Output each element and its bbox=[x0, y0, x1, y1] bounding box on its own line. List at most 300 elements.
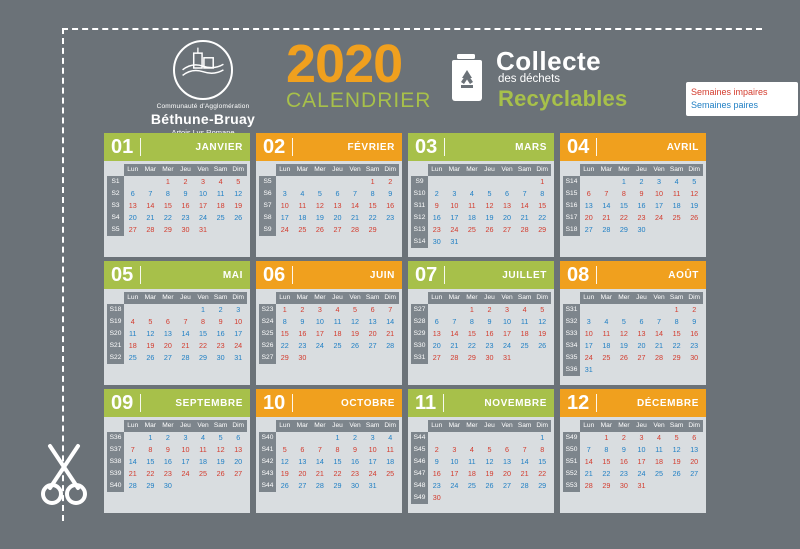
month-number: 09 bbox=[111, 391, 134, 414]
day-cell: 15 bbox=[280, 329, 289, 338]
week-row bbox=[563, 328, 703, 340]
day-cell: 15 bbox=[672, 329, 681, 338]
week-number: S31 bbox=[411, 352, 428, 364]
day-cell: 3 bbox=[236, 305, 241, 314]
day-cell: 7 bbox=[183, 317, 188, 326]
day-cell: 21 bbox=[181, 341, 190, 350]
month-header-divider bbox=[140, 138, 141, 156]
week-row bbox=[259, 456, 399, 468]
day-cell: 1 bbox=[282, 305, 287, 314]
day-cell bbox=[463, 176, 481, 188]
day-cell: 4 bbox=[388, 433, 393, 442]
week-row bbox=[411, 456, 551, 468]
week-row bbox=[107, 456, 247, 468]
day-header: Jeu bbox=[177, 420, 195, 432]
day-header: Mar bbox=[446, 420, 464, 432]
day-cell: 5 bbox=[621, 317, 626, 326]
day-cell: 25 bbox=[602, 353, 611, 362]
week-number: S13 bbox=[411, 224, 428, 236]
day-cell bbox=[212, 480, 230, 492]
day-cell: 14 bbox=[584, 457, 593, 466]
day-header: Dim bbox=[533, 164, 551, 176]
week-row bbox=[411, 432, 551, 444]
day-cell: 27 bbox=[690, 469, 699, 478]
month-name: JANVIER bbox=[195, 141, 243, 153]
day-header: Ven bbox=[498, 164, 516, 176]
page-header bbox=[78, 34, 768, 132]
day-cell: 31 bbox=[637, 481, 646, 490]
week-col-header bbox=[259, 164, 276, 176]
month-header-divider bbox=[596, 138, 597, 156]
week-row bbox=[411, 176, 551, 188]
day-cell: 31 bbox=[450, 237, 459, 246]
day-header: Ven bbox=[346, 420, 364, 432]
day-header: Jeu bbox=[633, 292, 651, 304]
collecte-recyclables: Recyclables bbox=[498, 86, 628, 111]
day-cell bbox=[346, 352, 364, 364]
day-cell: 6 bbox=[165, 317, 170, 326]
month-header-divider bbox=[140, 394, 141, 412]
week-col-header bbox=[563, 420, 580, 432]
day-cell: 27 bbox=[368, 341, 377, 350]
day-cell: 6 bbox=[236, 433, 241, 442]
day-cell: 5 bbox=[317, 189, 322, 198]
week-row bbox=[107, 316, 247, 328]
day-cell: 29 bbox=[280, 353, 289, 362]
collecte-title: Collecte bbox=[496, 46, 602, 76]
week-number: S14 bbox=[563, 176, 580, 188]
day-header: Ven bbox=[650, 420, 668, 432]
day-header: Mar bbox=[446, 292, 464, 304]
day-header: Sam bbox=[212, 164, 230, 176]
day-cell: 10 bbox=[280, 201, 289, 210]
month-number: 06 bbox=[263, 263, 286, 286]
day-cell bbox=[463, 492, 481, 504]
day-cell: 26 bbox=[690, 213, 699, 222]
day-header: Lun bbox=[428, 292, 446, 304]
day-cell: 17 bbox=[584, 341, 593, 350]
day-cell: 3 bbox=[586, 317, 591, 326]
day-cell: 20 bbox=[432, 341, 441, 350]
day-cell: 29 bbox=[602, 481, 611, 490]
day-cell: 25 bbox=[298, 225, 307, 234]
day-cell bbox=[498, 432, 516, 444]
day-cell: 18 bbox=[298, 213, 307, 222]
week-row bbox=[563, 212, 703, 224]
day-cell: 23 bbox=[351, 469, 360, 478]
month-header-divider bbox=[596, 394, 597, 412]
scissors-icon bbox=[38, 440, 90, 508]
week-number: S40 bbox=[107, 480, 124, 492]
day-cell: 20 bbox=[128, 213, 137, 222]
month-number: 07 bbox=[415, 263, 438, 286]
week-number: S30 bbox=[411, 340, 428, 352]
day-header: Mar bbox=[446, 164, 464, 176]
day-cell: 9 bbox=[183, 189, 188, 198]
day-cell: 4 bbox=[674, 177, 679, 186]
day-cell: 9 bbox=[692, 317, 697, 326]
month-table bbox=[107, 164, 247, 236]
day-cell bbox=[311, 432, 329, 444]
month-header bbox=[256, 133, 402, 161]
day-cell: 14 bbox=[655, 329, 664, 338]
day-cell: 7 bbox=[586, 445, 591, 454]
day-cell: 26 bbox=[146, 353, 155, 362]
day-cell: 23 bbox=[216, 341, 225, 350]
day-cell bbox=[463, 432, 481, 444]
day-cell bbox=[516, 352, 534, 364]
day-cell: 22 bbox=[538, 469, 547, 478]
week-number: S27 bbox=[259, 352, 276, 364]
week-number: S23 bbox=[259, 304, 276, 316]
day-cell: 1 bbox=[165, 177, 170, 186]
week-row bbox=[563, 316, 703, 328]
month-table bbox=[411, 292, 551, 364]
day-header: Lun bbox=[580, 292, 598, 304]
day-cell bbox=[463, 236, 481, 248]
day-cell: 29 bbox=[333, 481, 342, 490]
cut-line-horizontal bbox=[62, 28, 762, 30]
day-cell: 17 bbox=[234, 329, 243, 338]
day-cell bbox=[598, 364, 616, 376]
month-number: 03 bbox=[415, 135, 438, 158]
week-row bbox=[107, 468, 247, 480]
day-header: Sam bbox=[516, 292, 534, 304]
week-number: S8 bbox=[259, 212, 276, 224]
week-number: S11 bbox=[411, 200, 428, 212]
day-cell: 21 bbox=[351, 213, 360, 222]
day-cell: 6 bbox=[692, 433, 697, 442]
day-cell: 19 bbox=[485, 213, 494, 222]
day-cell: 19 bbox=[234, 201, 243, 210]
day-cell: 10 bbox=[503, 317, 512, 326]
day-cell: 14 bbox=[128, 457, 137, 466]
day-cell: 12 bbox=[146, 329, 155, 338]
day-cell bbox=[311, 176, 329, 188]
month-name: SEPTEMBRE bbox=[175, 397, 243, 409]
year-title: 2020 bbox=[286, 34, 403, 94]
week-number: S1 bbox=[107, 176, 124, 188]
month-table bbox=[259, 164, 399, 236]
month-header-divider bbox=[596, 266, 597, 284]
week-row bbox=[259, 200, 399, 212]
day-cell: 19 bbox=[216, 457, 225, 466]
day-cell: 27 bbox=[234, 469, 243, 478]
day-cell: 9 bbox=[434, 457, 439, 466]
day-cell: 11 bbox=[602, 329, 611, 338]
week-row bbox=[411, 444, 551, 456]
week-col-header bbox=[563, 292, 580, 304]
day-cell: 22 bbox=[146, 469, 155, 478]
day-header: Sam bbox=[364, 164, 382, 176]
month-block bbox=[104, 261, 250, 385]
day-header: Jeu bbox=[481, 292, 499, 304]
week-row bbox=[411, 188, 551, 200]
day-header: Sam bbox=[212, 292, 230, 304]
day-cell bbox=[177, 304, 195, 316]
day-cell: 10 bbox=[315, 317, 324, 326]
day-cell: 24 bbox=[199, 213, 208, 222]
day-header: Mar bbox=[142, 420, 160, 432]
day-header: Mer bbox=[311, 164, 329, 176]
day-cell: 18 bbox=[655, 457, 664, 466]
day-cell: 6 bbox=[434, 317, 439, 326]
day-cell: 23 bbox=[432, 225, 441, 234]
week-row bbox=[259, 188, 399, 200]
day-cell bbox=[276, 176, 294, 188]
month-block bbox=[256, 261, 402, 385]
day-cell: 18 bbox=[467, 213, 476, 222]
city-logo-icon bbox=[173, 40, 233, 100]
month-block bbox=[104, 389, 250, 513]
day-header: Ven bbox=[346, 164, 364, 176]
week-number: S5 bbox=[259, 176, 276, 188]
month-body bbox=[560, 417, 706, 513]
day-cell: 7 bbox=[353, 189, 358, 198]
day-cell: 14 bbox=[351, 201, 360, 210]
day-cell: 8 bbox=[148, 445, 153, 454]
day-cell: 12 bbox=[485, 201, 494, 210]
month-body bbox=[560, 161, 706, 257]
day-cell bbox=[650, 364, 668, 376]
day-cell: 6 bbox=[370, 305, 375, 314]
day-cell: 10 bbox=[655, 189, 664, 198]
day-cell: 16 bbox=[637, 201, 646, 210]
week-row bbox=[563, 444, 703, 456]
day-cell: 7 bbox=[452, 317, 457, 326]
day-cell bbox=[580, 432, 598, 444]
month-block bbox=[408, 389, 554, 513]
day-cell: 26 bbox=[234, 213, 243, 222]
week-row bbox=[107, 340, 247, 352]
day-cell: 23 bbox=[386, 213, 395, 222]
day-cell: 1 bbox=[540, 433, 545, 442]
day-cell: 21 bbox=[602, 213, 611, 222]
week-number: S28 bbox=[411, 316, 428, 328]
day-cell: 13 bbox=[432, 329, 441, 338]
day-cell: 8 bbox=[335, 445, 340, 454]
day-cell bbox=[668, 224, 686, 236]
day-cell: 21 bbox=[146, 213, 155, 222]
week-row bbox=[411, 200, 551, 212]
day-cell: 21 bbox=[520, 469, 529, 478]
day-cell bbox=[159, 304, 177, 316]
day-header: Mar bbox=[598, 164, 616, 176]
week-row bbox=[107, 176, 247, 188]
day-cell: 13 bbox=[584, 201, 593, 210]
day-cell: 26 bbox=[280, 481, 289, 490]
day-cell bbox=[633, 304, 651, 316]
month-name: FÉVRIER bbox=[347, 141, 395, 153]
day-cell: 5 bbox=[218, 433, 223, 442]
day-cell: 30 bbox=[216, 353, 225, 362]
month-name: JUILLET bbox=[502, 269, 547, 281]
day-cell: 22 bbox=[333, 469, 342, 478]
day-header: Mar bbox=[598, 292, 616, 304]
day-cell: 30 bbox=[637, 225, 646, 234]
month-header-divider bbox=[444, 138, 445, 156]
month-body bbox=[104, 161, 250, 257]
week-number: S14 bbox=[411, 236, 428, 248]
week-number: S33 bbox=[563, 328, 580, 340]
month-table bbox=[411, 420, 551, 504]
day-header: Mer bbox=[159, 164, 177, 176]
week-row bbox=[411, 340, 551, 352]
day-cell: 4 bbox=[300, 189, 305, 198]
month-name: MAI bbox=[222, 269, 243, 281]
day-cell: 27 bbox=[503, 481, 512, 490]
day-cell: 13 bbox=[333, 201, 342, 210]
day-cell: 3 bbox=[639, 433, 644, 442]
day-cell: 1 bbox=[148, 433, 153, 442]
week-number: S26 bbox=[259, 340, 276, 352]
day-cell: 29 bbox=[146, 481, 155, 490]
day-cell: 17 bbox=[655, 201, 664, 210]
day-cell: 28 bbox=[128, 481, 137, 490]
day-cell: 4 bbox=[335, 305, 340, 314]
day-cell: 2 bbox=[692, 305, 697, 314]
day-cell: 30 bbox=[351, 481, 360, 490]
week-number: S48 bbox=[411, 480, 428, 492]
day-header: Ven bbox=[194, 420, 212, 432]
day-cell: 1 bbox=[621, 177, 626, 186]
day-cell: 28 bbox=[584, 481, 593, 490]
day-cell: 5 bbox=[692, 177, 697, 186]
day-cell: 16 bbox=[181, 201, 190, 210]
day-cell: 19 bbox=[672, 457, 681, 466]
months-grid bbox=[104, 133, 712, 513]
day-cell: 22 bbox=[368, 213, 377, 222]
day-cell: 22 bbox=[619, 213, 628, 222]
month-number: 04 bbox=[567, 135, 590, 158]
month-header bbox=[560, 261, 706, 289]
day-header: Mar bbox=[598, 420, 616, 432]
day-cell: 16 bbox=[351, 457, 360, 466]
month-header bbox=[408, 389, 554, 417]
day-cell: 6 bbox=[130, 189, 135, 198]
week-number: S44 bbox=[411, 432, 428, 444]
day-header: Lun bbox=[580, 164, 598, 176]
month-header bbox=[408, 261, 554, 289]
day-header: Mer bbox=[311, 292, 329, 304]
day-cell: 24 bbox=[450, 225, 459, 234]
day-cell: 9 bbox=[300, 317, 305, 326]
month-number: 11 bbox=[415, 391, 437, 414]
month-block bbox=[408, 261, 554, 385]
day-cell: 29 bbox=[538, 481, 547, 490]
day-cell: 6 bbox=[505, 445, 510, 454]
day-cell bbox=[533, 236, 551, 248]
week-number: S18 bbox=[107, 304, 124, 316]
day-header: Mer bbox=[615, 164, 633, 176]
day-cell: 4 bbox=[469, 445, 474, 454]
day-cell: 24 bbox=[503, 341, 512, 350]
week-number: S12 bbox=[411, 212, 428, 224]
day-cell bbox=[329, 176, 347, 188]
month-name: DÉCEMBRE bbox=[636, 397, 699, 409]
week-row bbox=[107, 212, 247, 224]
day-cell bbox=[685, 364, 703, 376]
month-number: 08 bbox=[567, 263, 590, 286]
month-number: 12 bbox=[567, 391, 590, 414]
day-cell: 17 bbox=[181, 457, 190, 466]
day-cell: 12 bbox=[351, 317, 360, 326]
day-cell bbox=[124, 432, 142, 444]
day-cell: 7 bbox=[522, 445, 527, 454]
day-cell: 17 bbox=[315, 329, 324, 338]
day-header: Mer bbox=[159, 420, 177, 432]
week-number: S49 bbox=[563, 432, 580, 444]
week-number: S9 bbox=[411, 176, 428, 188]
week-row bbox=[107, 224, 247, 236]
day-header: Ven bbox=[194, 292, 212, 304]
day-cell: 21 bbox=[584, 469, 593, 478]
day-cell bbox=[229, 480, 247, 492]
month-body bbox=[408, 289, 554, 385]
month-table bbox=[563, 420, 703, 492]
day-header: Mar bbox=[294, 164, 312, 176]
day-cell bbox=[428, 176, 446, 188]
day-cell bbox=[598, 176, 616, 188]
day-cell: 5 bbox=[353, 305, 358, 314]
day-header: Lun bbox=[276, 292, 294, 304]
day-header: Ven bbox=[650, 292, 668, 304]
day-cell bbox=[615, 304, 633, 316]
week-row bbox=[563, 468, 703, 480]
week-number: S38 bbox=[107, 456, 124, 468]
day-cell: 23 bbox=[637, 213, 646, 222]
month-block bbox=[256, 389, 402, 513]
month-number: 05 bbox=[111, 263, 134, 286]
day-cell: 3 bbox=[201, 177, 206, 186]
day-cell: 19 bbox=[690, 201, 699, 210]
day-cell: 2 bbox=[639, 177, 644, 186]
day-cell: 30 bbox=[181, 225, 190, 234]
day-cell: 10 bbox=[368, 445, 377, 454]
day-cell bbox=[533, 492, 551, 504]
day-cell: 12 bbox=[619, 329, 628, 338]
week-number: S15 bbox=[563, 188, 580, 200]
week-number: S21 bbox=[107, 340, 124, 352]
day-cell: 28 bbox=[315, 481, 324, 490]
day-cell bbox=[446, 304, 464, 316]
month-header-divider bbox=[292, 138, 293, 156]
week-row bbox=[411, 212, 551, 224]
day-cell: 9 bbox=[434, 201, 439, 210]
day-cell: 10 bbox=[450, 457, 459, 466]
day-cell: 18 bbox=[333, 329, 342, 338]
day-header: Mer bbox=[311, 420, 329, 432]
day-cell: 26 bbox=[315, 225, 324, 234]
day-cell bbox=[381, 352, 399, 364]
week-number: S42 bbox=[259, 456, 276, 468]
month-header bbox=[560, 389, 706, 417]
day-header: Mar bbox=[142, 292, 160, 304]
week-number: S41 bbox=[259, 444, 276, 456]
day-cell: 2 bbox=[218, 305, 223, 314]
month-table bbox=[107, 292, 247, 364]
day-cell: 14 bbox=[450, 329, 459, 338]
day-cell: 8 bbox=[469, 317, 474, 326]
day-cell bbox=[446, 432, 464, 444]
day-cell: 5 bbox=[487, 189, 492, 198]
month-table bbox=[563, 164, 703, 236]
day-cell: 12 bbox=[485, 457, 494, 466]
day-header: Sam bbox=[212, 420, 230, 432]
day-header: Lun bbox=[428, 164, 446, 176]
day-header: Lun bbox=[124, 164, 142, 176]
month-body bbox=[256, 417, 402, 513]
